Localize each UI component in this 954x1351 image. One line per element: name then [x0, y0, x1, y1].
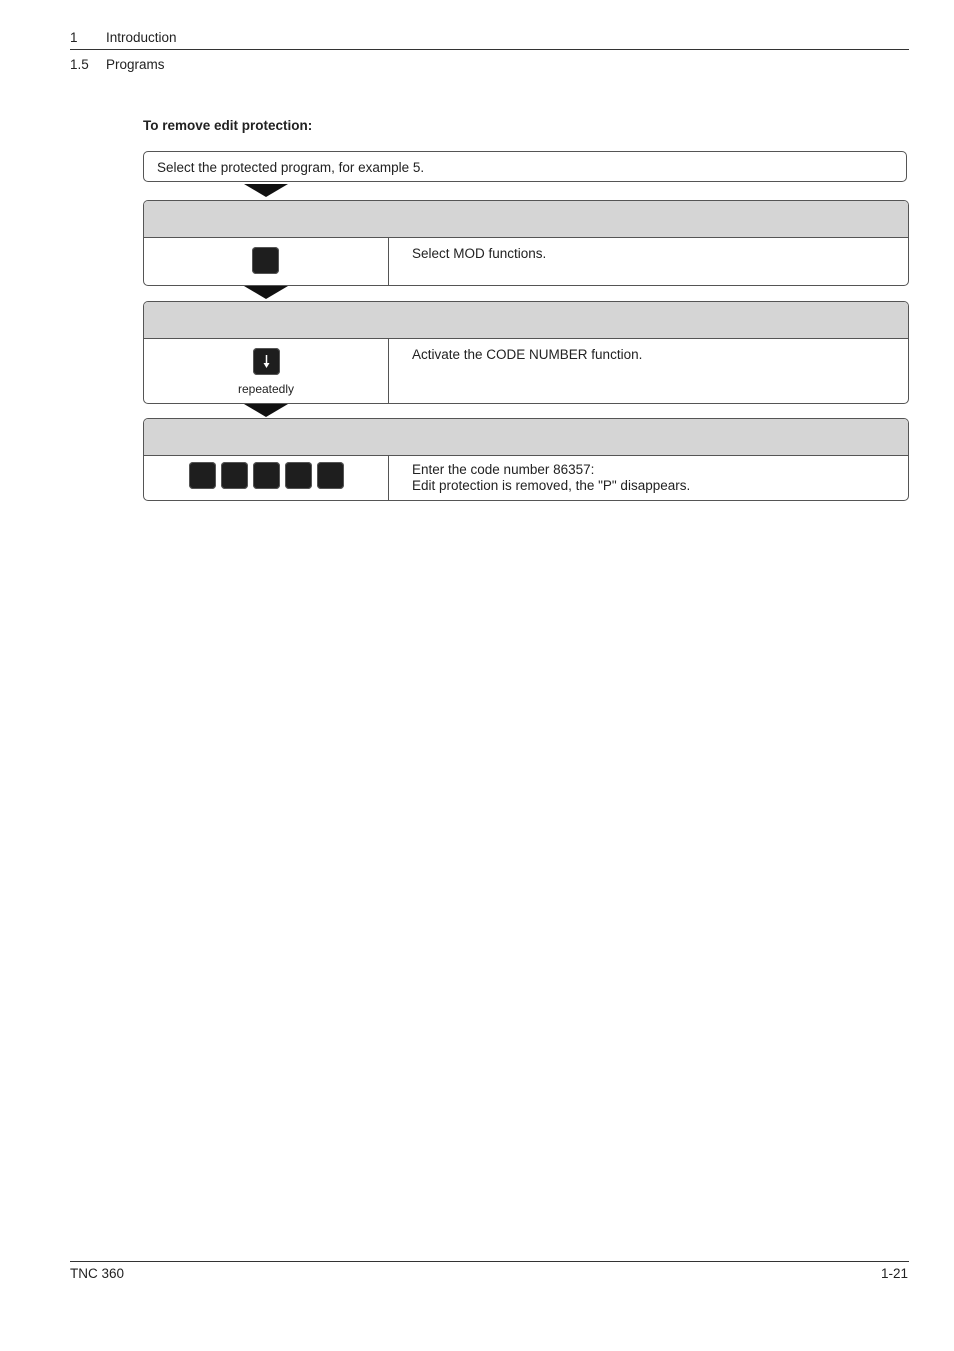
step-3-description-line: Enter the code number 86357: — [412, 462, 595, 477]
footer-rule — [70, 1261, 909, 1262]
flow-arrow-icon — [244, 184, 288, 197]
step-3-header-bar — [144, 419, 908, 456]
digit-key-icon — [189, 462, 216, 489]
flow-arrow-icon — [244, 286, 288, 299]
section-number: 1.5 — [70, 57, 89, 72]
step-1-header-bar — [144, 201, 908, 238]
flow-arrow-icon — [244, 404, 288, 417]
step-3-description — [412, 462, 690, 494]
intro-box — [143, 151, 907, 182]
footer-page-number: 1-21 — [880, 1266, 908, 1281]
digit-key-icon — [285, 462, 312, 489]
mod-key-icon — [252, 247, 279, 274]
chapter-line — [70, 30, 177, 45]
step-1-description — [412, 246, 546, 262]
digit-key-icon — [253, 462, 280, 489]
step-2-description — [412, 347, 642, 363]
step-1 — [143, 200, 909, 286]
step-3-key-cell — [144, 456, 389, 501]
step-3 — [143, 418, 909, 501]
repeat-note: repeatedly — [237, 382, 295, 396]
step-2-key-cell — [144, 339, 389, 404]
step-3-description-line: Edit protection is removed, the "P" disappears. — [412, 478, 691, 493]
chapter-title: Introduction — [106, 30, 177, 45]
header-rule — [70, 49, 909, 50]
procedure-heading: To remove edit protection: — [143, 118, 313, 133]
intro-text: Select the protected program, for example 5. — [157, 160, 425, 175]
step-1-description-line: Select MOD functions. — [412, 246, 547, 261]
section-title: Programs — [106, 57, 165, 72]
digit-key-icon — [221, 462, 248, 489]
chapter-number: 1 — [70, 30, 78, 45]
digit-key-icon — [317, 462, 344, 489]
section-line — [70, 57, 165, 72]
step-2-description-line: Activate the CODE NUMBER function. — [412, 347, 643, 362]
footer-model: TNC 360 — [70, 1266, 125, 1281]
step-2 — [143, 301, 909, 404]
step-1-key-cell — [144, 238, 389, 286]
arrow-down-key-icon — [253, 348, 280, 375]
step-2-header-bar — [144, 302, 908, 339]
